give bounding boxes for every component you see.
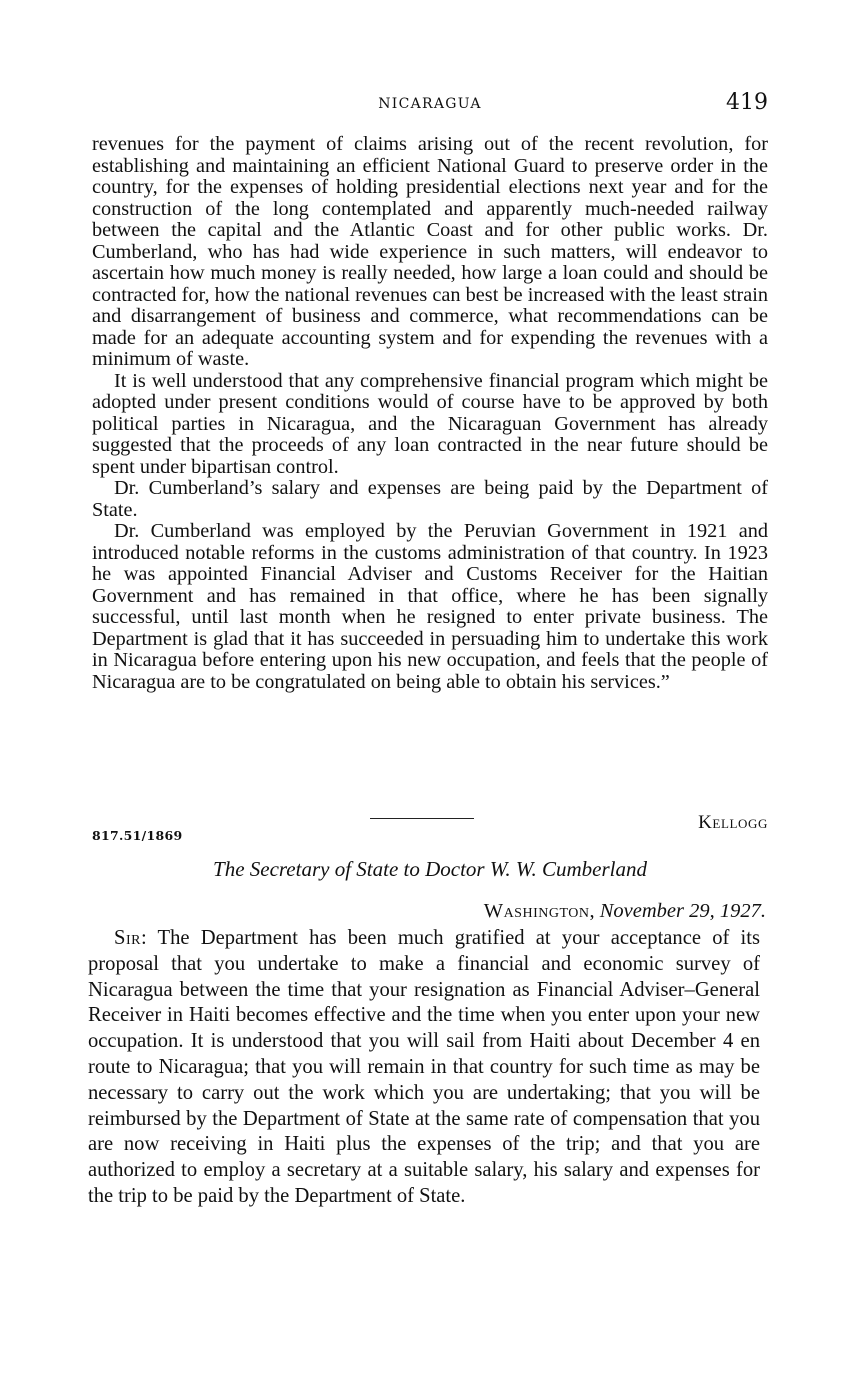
signature: Kellogg	[698, 812, 768, 833]
salutation: Sir	[114, 927, 141, 949]
file-number: 817.51/1869	[92, 828, 183, 843]
dateline-date: November 29, 1927.	[599, 900, 766, 922]
paragraph: Dr. Cumberland’s salary and expenses are being paid by the Department of State.	[92, 477, 768, 521]
running-title: NICARAGUA	[378, 96, 482, 112]
dateline: Washington, November 29, 1927.	[483, 900, 766, 922]
letter-body	[88, 926, 760, 1210]
letter-paragraph	[88, 926, 760, 1210]
paragraph: It is well understood that any comprehensive financial program which might be adopted under present conditions would of course have to be approved by both political parties in Nicaragua, and the Nicaraguan Government has already suggested that the proceeds of any loan contracted in the near future should be spent under bipartisan control.	[92, 369, 768, 478]
document-heading: The Secretary of State to Doctor W. W. Cumberland	[213, 857, 647, 881]
running-head	[92, 92, 768, 118]
letter-text: : The Department has been much gratified at your acceptance of its proposal that you undertake to make a financial and economic survey of Nicaragua between the time that your resignation as Financial Adviser–General Receiver in Haiti becomes effective and the time when you enter upon your new occupation. It is understood that you will sail from Haiti about December 4 en route to Nicaragua; that you will remain in that country for such time as may be necessary to carry out the work which you are undertaking; that you will be reimbursed by the Department of State at the same rate of compensation that you are now receiving in Haiti plus the expenses of the trip; and that you are authorized to employ a secretary at a suitable salary, his salary and expenses for the trip to be paid by the Department of State.	[88, 927, 760, 1207]
dateline-place: Washington	[483, 900, 590, 922]
paragraph: revenues for the payment of claims arising out of the recent revolution, for establishing and maintaining an efficient National Guard to preserve order in the country, for the expenses of holding presidential elections next year and for the construction of the long contemplated and apparently much-needed railway between the capital and the Atlantic Coast and for other public works. Dr. Cumberland, who has had wide experience in such matters, will endeavor to ascertain how much money is really needed, how large a loan could and should be contracted for, how the national revenues can best be increased with the least strain and disarrangement of business and commerce, what recommendations can be made for an adequate accounting system and for expending the revenues with a minimum of waste.	[92, 133, 768, 370]
letter-continuation	[92, 134, 768, 693]
section-divider	[370, 818, 474, 819]
paragraph: Dr. Cumberland was employed by the Peruvian Government in 1921 and introduced notable reforms in the customs administration of that country. In 1923 he was appointed Financial Adviser and Customs Receiver for the Haitian Government and has remained in that office, where he has been signally successful, until last month when he resigned to enter private business. The Department is glad that it has succeeded in persuading him to undertake this work in Nicaragua before entering upon his new occupation, and feels that the people of Nicaragua are to be congratulated on being able to obtain his services.”	[92, 520, 768, 693]
page-number: 419	[726, 90, 768, 115]
